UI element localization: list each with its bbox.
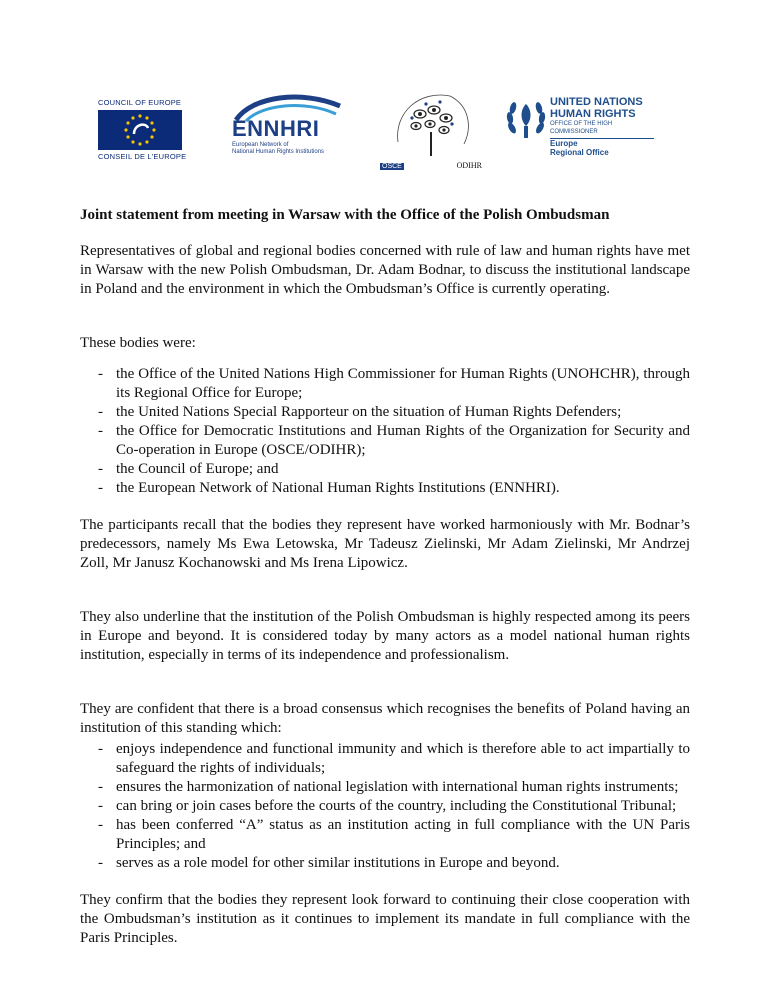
un-logo-line-4: Europe bbox=[550, 139, 578, 148]
ennhri-subtitle-1: European Network of bbox=[232, 142, 289, 148]
un-logo-line-2: HUMAN RIGHTS bbox=[550, 108, 636, 120]
coe-logo-top-text: COUNCIL OF EUROPE bbox=[98, 98, 182, 107]
list-item: - the Office for Democratic Institutions and Human Rights of the Organization for Security and Co-operation in Europe (OSCE/ODIHR); bbox=[98, 423, 690, 458]
confirm-paragraph: They confirm that the bodies they represent look forward to continuing their close cooperation with the Ombudsman’s institution as it continues to implement its mandate in full compliance with the Paris Principles. bbox=[80, 892, 690, 946]
list-item: - the Office of the United Nations High Commissioner for Human Rights (UNOHCHR), through its Regional Office for Europe; bbox=[98, 366, 690, 401]
un-laurel-icon bbox=[504, 94, 548, 142]
list-item: - serves as a role model for other similar institutions in Europe and beyond. bbox=[98, 855, 560, 871]
list-item: - enjoys independence and functional immunity and which is therefore able to act impartially to safeguard the rights of individuals; bbox=[98, 741, 690, 776]
list-item: - the United Nations Special Rapporteur on the situation of Human Rights Defenders; bbox=[98, 404, 622, 420]
document-title: Joint statement from meeting in Warsaw with the Office of the Polish Ombudsman bbox=[80, 207, 610, 223]
coe-logo-bottom-text: CONSEIL DE L'EUROPE bbox=[98, 152, 187, 161]
underline-paragraph: They also underline that the institution of the Polish Ombudsman is highly respected among its peers in Europe and beyond. It is considered today by many actors as a model national human rights institution, especially in terms of its independence and professionalism. bbox=[80, 609, 690, 663]
osce-odihr-logo bbox=[376, 92, 486, 170]
confident-paragraph: They are confident that there is a broad consensus which recognises the benefits of Poland having an institution of this standing which: bbox=[80, 701, 690, 736]
recall-paragraph: The participants recall that the bodies they represent have worked harmoniously with Mr. Bodnar’s predecessors, namely Ms Ewa Letowska, Mr Tadeusz Zielinski, Mr Adam Zielinski, Mr Andrzej Zoll, Mr Janusz Kochanowski and Ms Irena Lipowicz. bbox=[80, 517, 690, 571]
un-human-rights-logo bbox=[504, 94, 654, 168]
bodies-lead-paragraph: These bodies were: bbox=[80, 335, 196, 351]
intro-paragraph: Representatives of global and regional bodies concerned with rule of law and human rights have met in Warsaw with the new Polish Ombudsman, Dr. Adam Bodnar, to discuss the institutional landscape in Poland and the environment in which the Ombudsman’s Office is currently operating. bbox=[80, 243, 690, 297]
un-logo-line-5: Regional Office bbox=[550, 148, 609, 157]
list-item: - the European Network of National Human Rights Institutions (ENNHRI). bbox=[98, 480, 560, 496]
un-logo-line-3: OFFICE OF THE HIGH COMMISSIONER bbox=[550, 120, 654, 139]
logo-row bbox=[0, 92, 768, 172]
un-logo-text bbox=[550, 96, 654, 157]
coe-flag-icon bbox=[98, 110, 182, 150]
un-logo-line-1: UNITED NATIONS bbox=[550, 96, 643, 108]
ennhri-arc-icon bbox=[232, 92, 344, 122]
odihr-tree-icon bbox=[390, 92, 472, 158]
odihr-label: ODIHR bbox=[456, 161, 482, 170]
document-body bbox=[80, 206, 690, 948]
ennhri-subtitle-2: National Human Rights Institutions bbox=[232, 149, 325, 155]
council-of-europe-logo bbox=[98, 98, 187, 161]
ennhri-logo bbox=[232, 96, 344, 156]
bodies-list bbox=[80, 365, 690, 498]
ennhri-wordmark: ENNHRI bbox=[232, 116, 320, 141]
list-item: - the Council of Europe; and bbox=[98, 461, 279, 477]
list-item: - ensures the harmonization of national legislation with international human rights instruments; bbox=[98, 779, 679, 795]
standing-list bbox=[80, 740, 690, 873]
list-item: - can bring or join cases before the courts of the country, including the Constitutional Tribunal; bbox=[98, 798, 677, 814]
osce-label: OSCE bbox=[382, 163, 402, 170]
list-item: - has been conferred “A” status as an institution acting in full compliance with the UN Paris Principles; and bbox=[98, 817, 690, 852]
